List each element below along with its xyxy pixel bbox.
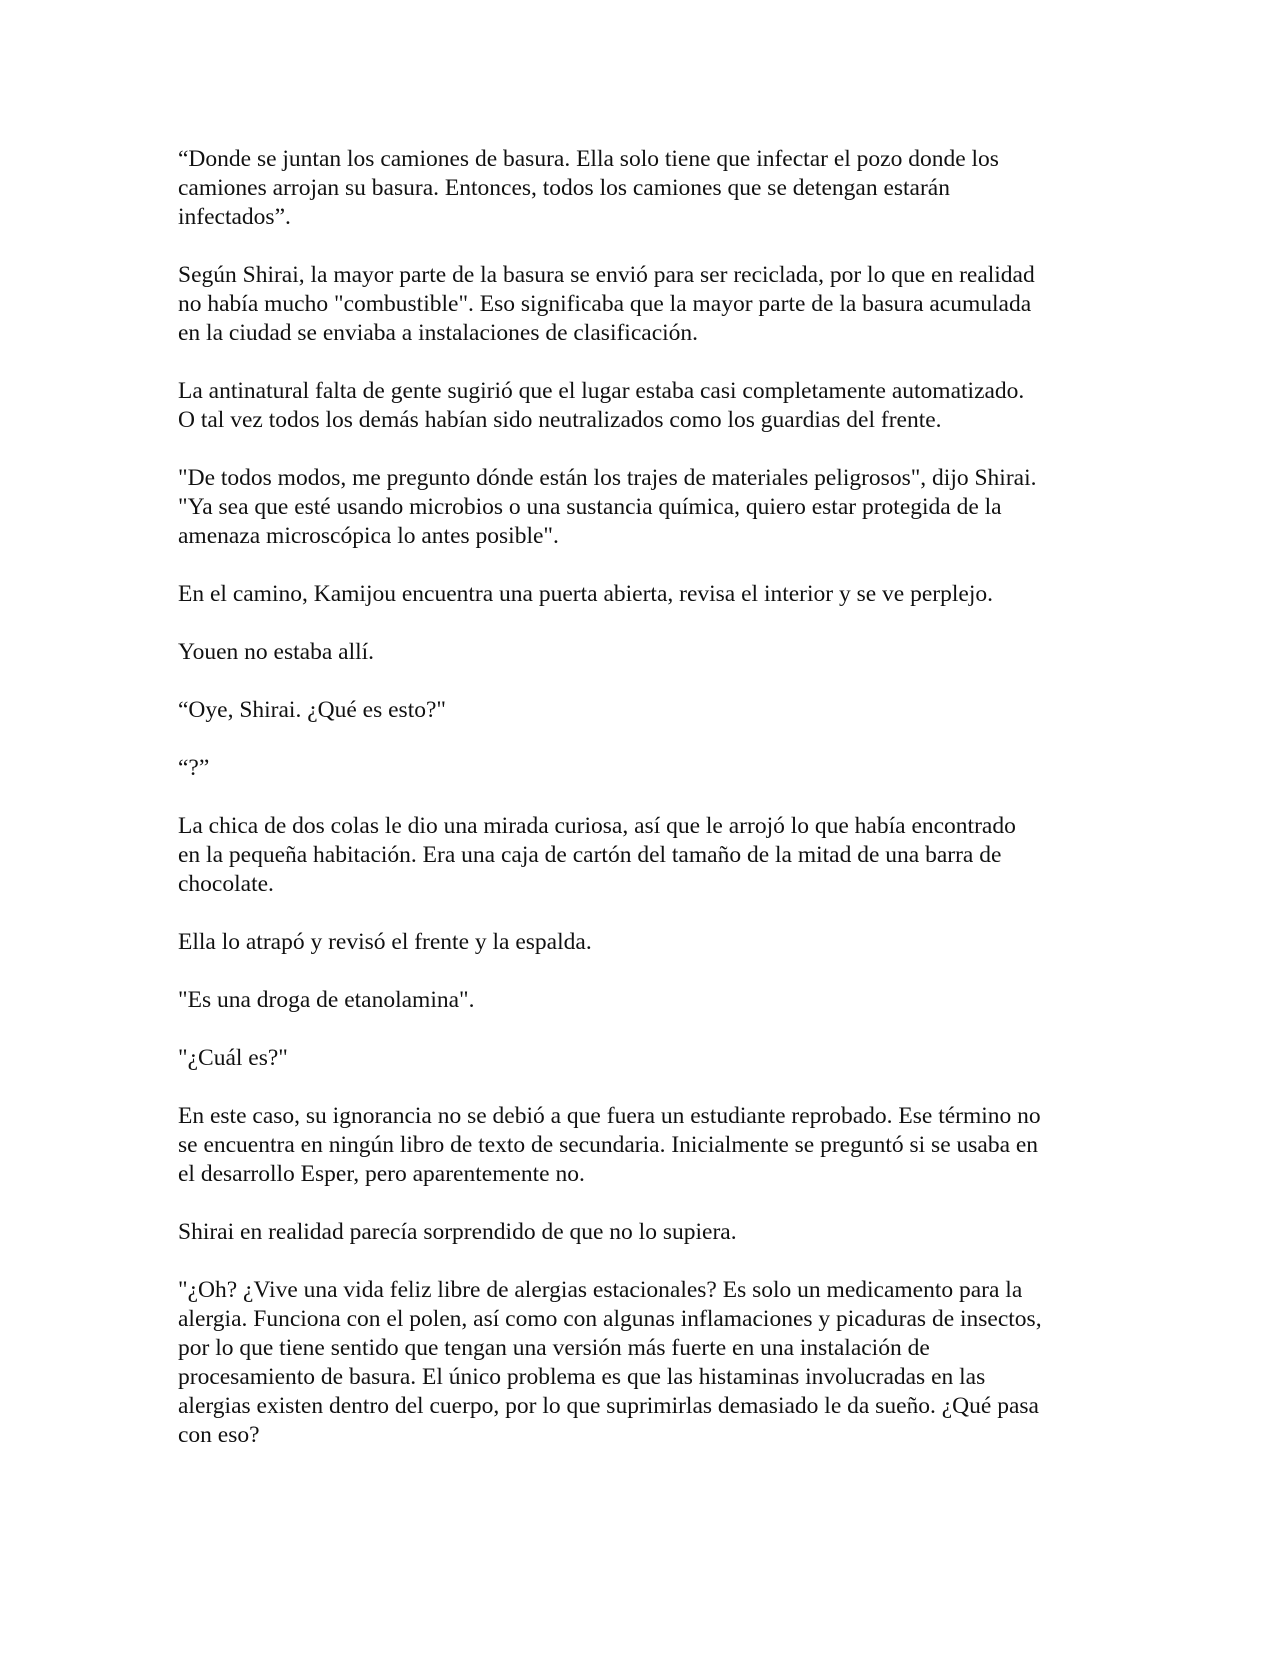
- paragraph-9: La chica de dos colas le dio una mirada curiosa, así que le arrojó lo que había encontrado en la pequeña habitación. Era una caja de cartón del tamaño de la mitad de una barra de chocolate.: [178, 813, 1016, 897]
- paragraph-12: "¿Cuál es?": [178, 1045, 288, 1071]
- document-page: [178, 145, 1108, 1479]
- paragraph-3: La antinatural falta de gente sugirió que el lugar estaba casi completamente automatizado. O tal vez todos los demás habían sido neutralizados como los guardias del frente.: [178, 378, 1025, 433]
- paragraph-15: "¿Oh? ¿Vive una vida feliz libre de alergias estacionales? Es solo un medicamento para la alergia. Funciona con el polen, así como con algunas inflamaciones y picaduras de insectos, por lo que tiene sentido que tengan una versión más fuerte en una instalación de procesamiento de basura. El único problema es que las histaminas involucradas en las alergias existen dentro del cuerpo, por lo que suprimirlas demasiado le da sueño. ¿Qué pasa con eso?: [178, 1277, 1042, 1448]
- paragraph-2: Según Shirai, la mayor parte de la basura se envió para ser reciclada, por lo que en realidad no había mucho "combustible". Eso significaba que la mayor parte de la basura acumulada en la ciudad se enviaba a instalaciones de clasificación.: [178, 262, 1035, 346]
- paragraph-5: En el camino, Kamijou encuentra una puerta abierta, revisa el interior y se ve perplejo.: [178, 581, 993, 607]
- paragraph-14: Shirai en realidad parecía sorprendido de que no lo supiera.: [178, 1219, 737, 1245]
- paragraph-7: “Oye, Shirai. ¿Qué es esto?": [178, 697, 447, 723]
- paragraph-11: "Es una droga de etanolamina".: [178, 987, 475, 1013]
- paragraph-10: Ella lo atrapó y revisó el frente y la espalda.: [178, 929, 592, 955]
- paragraph-8: “?”: [178, 755, 210, 781]
- paragraph-1: “Donde se juntan los camiones de basura. Ella solo tiene que infectar el pozo donde los camiones arrojan su basura. Entonces, todos los camiones que se detengan estarán infectados”.: [178, 146, 999, 230]
- paragraph-13: En este caso, su ignorancia no se debió a que fuera un estudiante reprobado. Ese término no se encuentra en ningún libro de texto de secundaria. Inicialmente se preguntó si se usaba en el desarrollo Esper, pero aparentemente no.: [178, 1103, 1041, 1187]
- paragraph-4: "De todos modos, me pregunto dónde están los trajes de materiales peligrosos", dijo Shirai. "Ya sea que esté usando microbios o una sustancia química, quiero estar protegida de la amenaza microscópica lo antes posible".: [178, 465, 1037, 549]
- paragraph-6: Youen no estaba allí.: [178, 639, 375, 665]
